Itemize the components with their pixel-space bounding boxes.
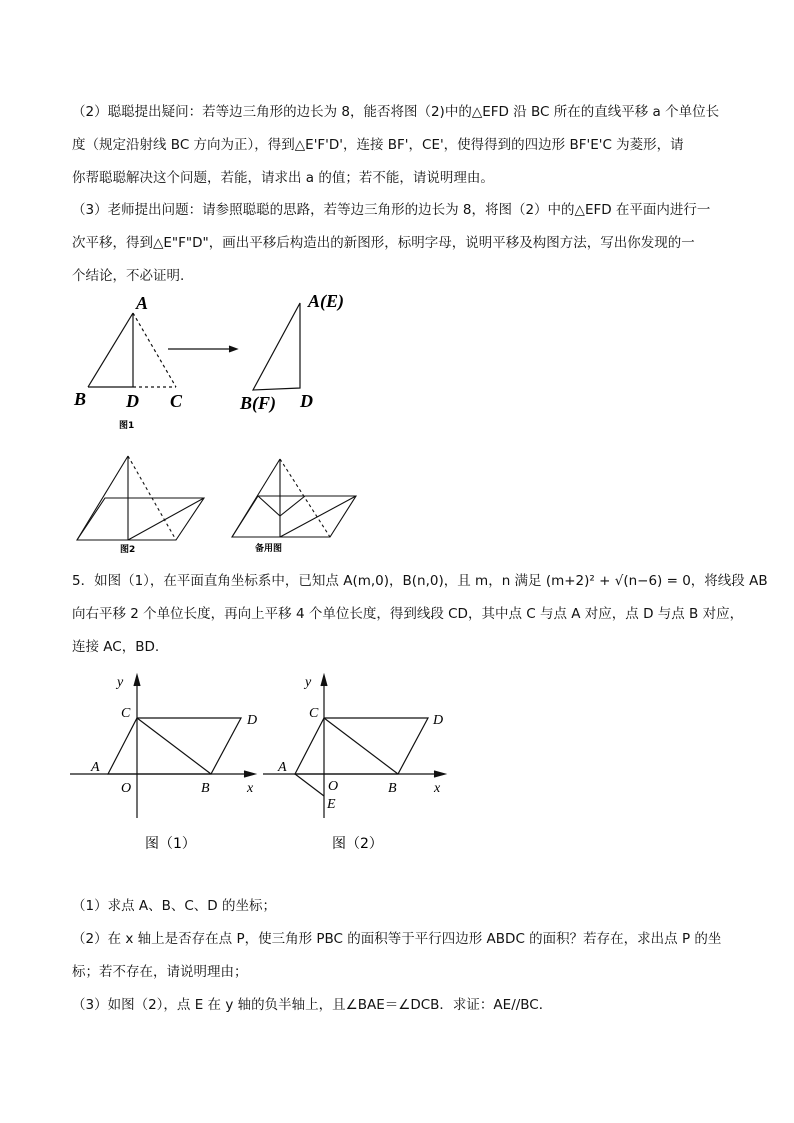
label-E: E bbox=[327, 797, 336, 812]
coordinate-figure-1 bbox=[65, 668, 265, 858]
coordinate-figure-2 bbox=[258, 668, 458, 858]
label-D: D bbox=[247, 713, 258, 728]
moved-triangle bbox=[253, 303, 300, 390]
inner-left-segment bbox=[258, 496, 280, 516]
figure-spare-caption: 备用图 bbox=[255, 544, 283, 554]
segment-CB bbox=[324, 718, 398, 774]
label-O: O bbox=[328, 779, 339, 794]
x-axis-arrow-icon bbox=[434, 771, 445, 777]
label-B: B bbox=[388, 781, 397, 796]
triangle-left-side bbox=[232, 459, 280, 537]
figure-2 bbox=[70, 450, 220, 558]
label-y: y bbox=[117, 675, 124, 690]
label-A-E: A(E) bbox=[308, 291, 344, 311]
text-line: 5．如图（1），在平面直角坐标系中，已知点 A(m,0)，B(n,0)，且 m，n 满足 (m+2)² + √(n−6) = 0，将线段 AB bbox=[72, 573, 768, 589]
text-line: 你帮聪聪解决这个问题，若能，请求出 a 的值；若不能，请说明理由。 bbox=[72, 170, 494, 186]
text-line: 向右平移 2 个单位长度，再向上平移 4 个单位长度，得到线段 CD，其中点 C 与点 A 对应，点 D 与点 B 对应， bbox=[72, 606, 744, 622]
text-line: （3）如图（2），点 E 在 y 轴的负半轴上，且∠BAE＝∠DCB．求证：AE//BC． bbox=[72, 997, 553, 1013]
x-axis-arrow-icon bbox=[244, 771, 255, 777]
figure-1 bbox=[60, 285, 380, 440]
label-y: y bbox=[305, 675, 312, 690]
figure-1-caption: 图1 bbox=[119, 421, 135, 431]
label-D: D bbox=[433, 713, 444, 728]
label-D-2: D bbox=[300, 391, 313, 411]
figure-2-caption: 图2 bbox=[120, 545, 136, 555]
diagonal bbox=[128, 498, 204, 540]
segment-CB bbox=[137, 718, 211, 774]
y-axis-arrow-icon bbox=[134, 675, 140, 686]
part-3-question bbox=[72, 194, 722, 293]
label-B: B bbox=[74, 389, 87, 409]
label-O: O bbox=[121, 781, 132, 796]
label-A: A bbox=[278, 760, 287, 775]
arrow-head-icon bbox=[229, 346, 237, 352]
triangle-right-dashed bbox=[280, 459, 330, 537]
segment-AB bbox=[88, 313, 133, 387]
problem-5-statement bbox=[72, 565, 768, 664]
y-axis-arrow-icon bbox=[321, 675, 327, 686]
part-2-question bbox=[72, 96, 722, 195]
label-x: x bbox=[434, 781, 441, 796]
label-C: C bbox=[170, 391, 183, 411]
label-A: A bbox=[136, 293, 149, 313]
parallelogram bbox=[232, 496, 356, 537]
text-line: （3）老师提出问题：请参照聪聪的思路，若等边三角形的边长为 8，将图（2）中的△EFD 在平面内进行一 bbox=[72, 202, 711, 218]
label-C: C bbox=[309, 706, 319, 721]
label-D: D bbox=[126, 391, 139, 411]
coordinate-figure-2-caption: 图（2） bbox=[332, 836, 383, 852]
coordinate-figure-1-caption: 图（1） bbox=[145, 836, 196, 852]
text-line: 连接 AC，BD. bbox=[72, 639, 160, 655]
label-A: A bbox=[91, 760, 100, 775]
figure-spare bbox=[225, 450, 375, 558]
text-line: 度（规定沿射线 BC 方向为正），得到△E'F'D'，连接 BF'，CE'，使得得到的四边形 BF'E'C 为菱形，请 bbox=[72, 137, 684, 153]
inner-right-segment bbox=[280, 496, 305, 516]
text-line: 次平移，得到△E"F"D"，画出平移后构造出的新图形，标明字母，说明平移及构图方法，写出你发现的一 bbox=[72, 235, 695, 251]
diagonal bbox=[280, 496, 356, 537]
text-line: （1）求点 A、B、C、D 的坐标； bbox=[72, 898, 276, 914]
text-line: 个结论，不必证明. bbox=[72, 268, 185, 284]
text-line: （2）聪聪提出疑问：若等边三角形的边长为 8，能否将图（2)中的△EFD 沿 BC 所在的直线平移 a 个单位长 bbox=[72, 104, 720, 120]
text-line: （2）在 x 轴上是否存在点 P，使三角形 PBC 的面积等于平行四边形 ABDC 的面积？若存在，求出点 P 的坐 bbox=[72, 931, 722, 947]
problem-5-questions bbox=[72, 890, 722, 1022]
label-x: x bbox=[247, 781, 254, 796]
text-line: 标；若不存在，请说明理由； bbox=[72, 964, 248, 980]
label-C: C bbox=[121, 706, 131, 721]
label-B-F: B(F) bbox=[240, 393, 276, 413]
segment-AE bbox=[295, 774, 324, 796]
label-B: B bbox=[201, 781, 210, 796]
segment-AC-dashed bbox=[133, 313, 176, 387]
